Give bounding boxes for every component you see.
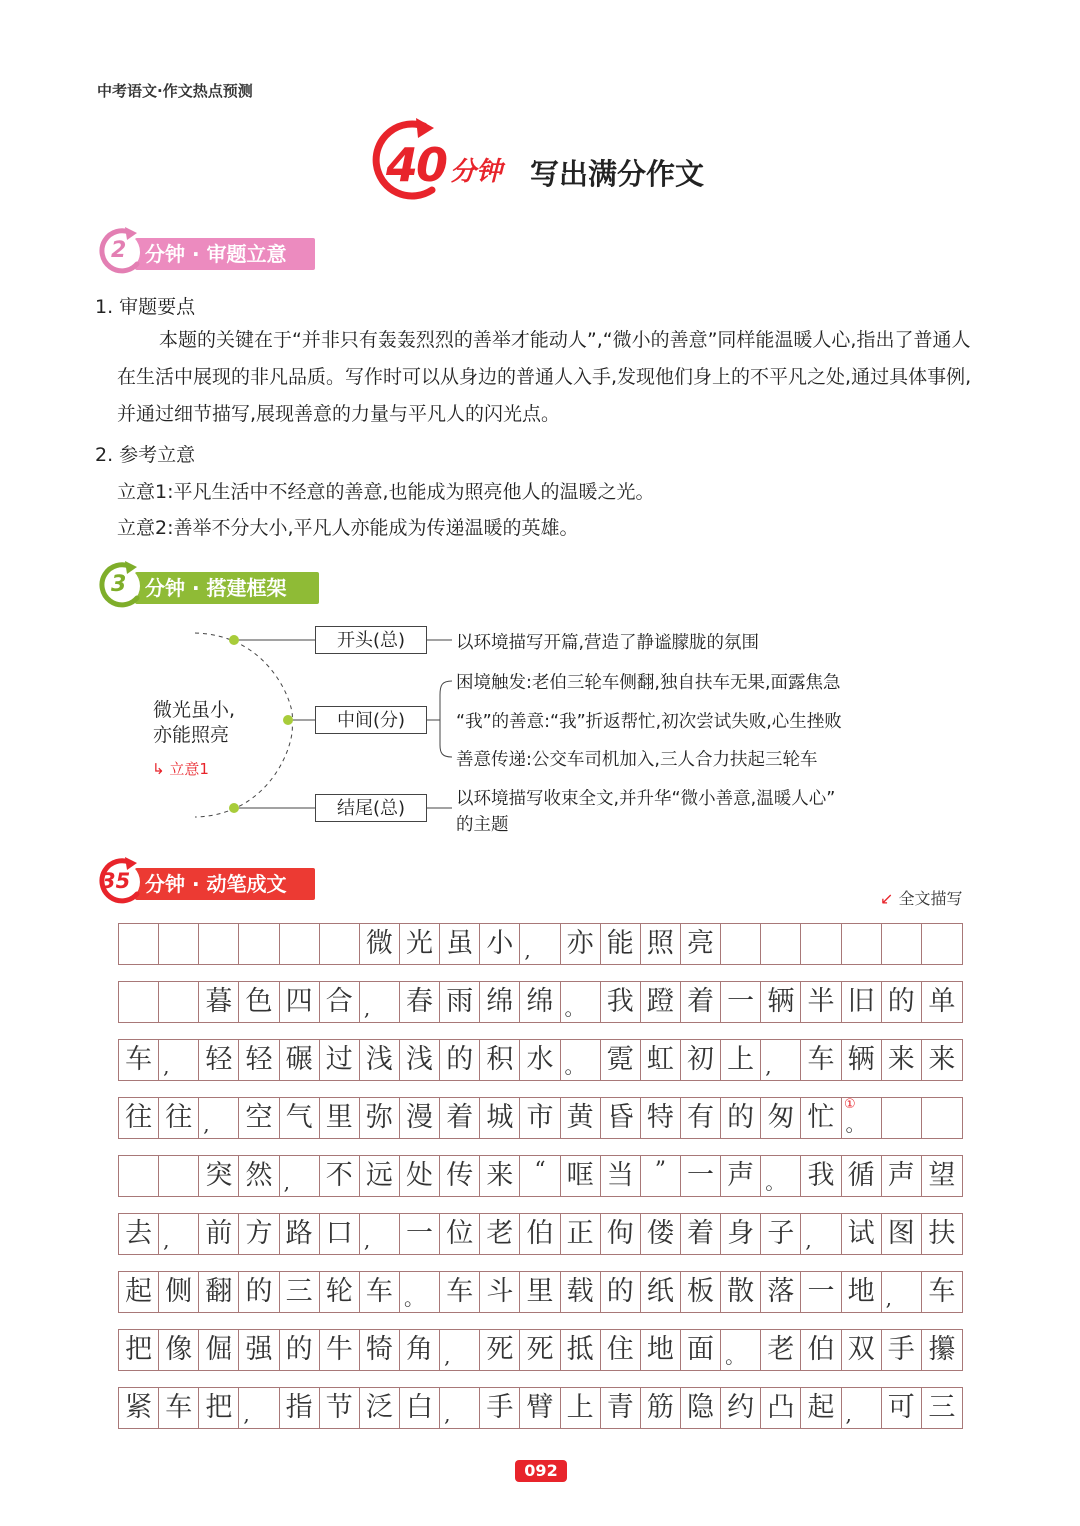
framework-ending-desc: 的主题 — [456, 815, 509, 835]
essay-grid-cell: 板 — [681, 1272, 721, 1312]
essay-grid-cell — [882, 1098, 922, 1138]
essay-grid-cell: 。 — [721, 1330, 761, 1370]
essay-grid-cell: 手 — [882, 1330, 922, 1370]
essay-grid-cell: , — [882, 1272, 922, 1312]
framework-theme-tag — [152, 758, 209, 779]
essay-grid-cell: 单 — [928, 986, 956, 1017]
essay-grid-cell: 青 — [601, 1388, 641, 1428]
essay-grid-cell: 面 — [681, 1330, 721, 1370]
essay-grid-cell — [159, 1156, 199, 1196]
section-badge-writing — [95, 856, 325, 902]
essay-grid-cell — [922, 1098, 962, 1138]
essay-grid-cell: 前 — [199, 1214, 239, 1254]
framework-center-line1: 微光虽小, — [153, 699, 236, 721]
essay-grid-cell: 浅 — [360, 1040, 400, 1080]
essay-grid-cell: 强 — [239, 1330, 279, 1370]
essay-grid-cell: 翻 — [199, 1272, 239, 1312]
essay-grid-cell: 望 — [928, 1160, 956, 1191]
essay-grid-cell: 散 — [721, 1272, 761, 1312]
essay-grid-cell: 绵 — [480, 982, 520, 1022]
framework-middle-item: “我”的善意:“我”折返帮忙,初次尝试失败,心生挫败 — [456, 712, 842, 732]
section-number: 35 — [101, 869, 131, 893]
essay-grid-cell: 市 — [520, 1098, 560, 1138]
essay-grid-cell: 佝 — [601, 1214, 641, 1254]
page-number: 092 — [515, 1460, 567, 1482]
framework-opening-desc: 以环境描写开篇,营造了静谧朦胧的氛围 — [456, 633, 760, 653]
essay-grid-cell: 死 — [480, 1330, 520, 1370]
essay-grid-row — [118, 923, 963, 965]
essay-grid-cell: 匆 — [761, 1098, 801, 1138]
essay-grid-cell: 传 — [440, 1156, 480, 1196]
essay-grid-cell — [320, 924, 360, 964]
essay-grid-cell: 辆 — [761, 982, 801, 1022]
essay-grid-cell: , — [440, 1388, 480, 1428]
essay-grid-cell: 气 — [280, 1098, 320, 1138]
essay-grid-row — [118, 1155, 963, 1197]
essay-grid-cell: 一 — [721, 982, 761, 1022]
essay-grid-cell: 循 — [842, 1156, 882, 1196]
essay-grid-cell: 漫 — [400, 1098, 440, 1138]
essay-grid-cell: 侧 — [159, 1272, 199, 1312]
essay-grid-cell: 伯 — [520, 1214, 560, 1254]
essay-grid-cell: 。 — [842, 1098, 882, 1138]
framework-center-line2: 亦能照亮 — [153, 724, 230, 746]
essay-grid-cell: 光 — [400, 924, 440, 964]
essay-grid-cell: 声 — [721, 1156, 761, 1196]
essay-grid-cell: 半 — [801, 982, 841, 1022]
essay-grid-cell: 的 — [280, 1330, 320, 1370]
essay-grid-cell: 亮 — [681, 924, 721, 964]
theme-2: 立意2:善举不分大小,平凡人亦能成为传递温暖的英雄。 — [117, 517, 579, 539]
essay-grid-row — [118, 1213, 963, 1255]
title-number: 40 — [386, 138, 447, 192]
essay-grid-cell: , — [159, 1214, 199, 1254]
essay-grid-cell — [239, 924, 279, 964]
section-number: 3 — [111, 572, 127, 597]
essay-grid-cell: 能 — [601, 924, 641, 964]
essay-grid-cell: 角 — [400, 1330, 440, 1370]
framework-middle-item: 善意传递:公交车司机加入,三人合力扶起三轮车 — [456, 750, 818, 770]
essay-grid-cell: 老 — [480, 1214, 520, 1254]
essay-grid-cell: “ — [520, 1156, 560, 1196]
framework-ending-box: 结尾(总) — [315, 794, 427, 822]
essay-grid-cell: 弥 — [360, 1098, 400, 1138]
essay-grid-cell — [842, 924, 882, 964]
essay-grid-cell: 上 — [721, 1040, 761, 1080]
essay-grid-cell — [922, 924, 962, 964]
essay-grid-cell: 图 — [882, 1214, 922, 1254]
essay-grid-cell: 三 — [928, 1392, 956, 1423]
section-label: 分钟 · 搭建框架 — [135, 572, 319, 604]
essay-grid-cell: 车 — [928, 1276, 956, 1307]
essay-grid-cell: 合 — [320, 982, 360, 1022]
essay-grid-cell: 轮 — [320, 1272, 360, 1312]
essay-grid-cell: 雨 — [440, 982, 480, 1022]
essay-grid-cell: 死 — [520, 1330, 560, 1370]
essay-grid-cell: 臂 — [520, 1388, 560, 1428]
essay-grid-row — [118, 1039, 963, 1081]
title-text: 写出满分作文 — [530, 157, 705, 191]
framework-theme-tag-text: 立意1 — [169, 760, 209, 778]
essay-grid-row — [118, 1329, 963, 1371]
essay-grid-cell: 的 — [601, 1272, 641, 1312]
essay-grid-cell: 过 — [320, 1040, 360, 1080]
section-badge-analysis — [95, 226, 325, 272]
essay-grid-cell: 虹 — [641, 1040, 681, 1080]
essay-grid-cell: 旧 — [842, 982, 882, 1022]
essay-grid-cell: 车 — [119, 1040, 159, 1080]
essay-grid-cell — [761, 924, 801, 964]
book-header-label: 中考语文·作文热点预测 — [97, 82, 253, 100]
essay-grid-cell: 紧 — [119, 1388, 159, 1428]
essay-grid-cell: 积 — [480, 1040, 520, 1080]
essay-grid-cell: 处 — [400, 1156, 440, 1196]
essay-grid-cell: 双 — [842, 1330, 882, 1370]
essay-grid-cell: 。 — [561, 982, 601, 1022]
essay-grid-cell: 指 — [280, 1388, 320, 1428]
essay-grid-cell: 水 — [520, 1040, 560, 1080]
essay-grid-cell — [119, 982, 159, 1022]
essay-grid-cell: 。 — [761, 1156, 801, 1196]
essay-grid-row — [118, 1271, 963, 1313]
essay-grid-cell: 。 — [561, 1040, 601, 1080]
essay-grid-cell — [159, 924, 199, 964]
essay-grid-cell: 四 — [280, 982, 320, 1022]
essay-grid-cell: 口 — [320, 1214, 360, 1254]
essay-grid-cell: 上 — [561, 1388, 601, 1428]
essay-grid-cell: 轻 — [199, 1040, 239, 1080]
essay-grid-cell: , — [199, 1098, 239, 1138]
essay-grid-cell: 照 — [641, 924, 681, 964]
essay-grid-cell: 里 — [520, 1272, 560, 1312]
essay-grid-cell: 凸 — [761, 1388, 801, 1428]
essay-grid-cell — [801, 924, 841, 964]
essay-grid-cell: 虽 — [440, 924, 480, 964]
essay-grid-cell: 忙 — [801, 1098, 841, 1138]
essay-grid-cell: 亦 — [561, 924, 601, 964]
essay-grid-cell: 起 — [801, 1388, 841, 1428]
essay-grid-cell: 身 — [721, 1214, 761, 1254]
essay-grid-cell: 手 — [480, 1388, 520, 1428]
essay-grid-cell: ” — [641, 1156, 681, 1196]
essay-grid-cell: 位 — [440, 1214, 480, 1254]
essay-grid-cell: 筋 — [641, 1388, 681, 1428]
essay-grid-cell: 一 — [801, 1272, 841, 1312]
essay-grid-cell: , — [159, 1040, 199, 1080]
essay-grid-cell: 把 — [199, 1388, 239, 1428]
essay-grid-cell: 起 — [119, 1272, 159, 1312]
essay-grid-cell: 斗 — [480, 1272, 520, 1312]
section-label: 分钟 · 动笔成文 — [135, 868, 315, 900]
essay-grid-cell: 着 — [681, 1214, 721, 1254]
essay-grid-cell: 空 — [239, 1098, 279, 1138]
essay-grid-cell: 昏 — [601, 1098, 641, 1138]
essay-grid-cell: 的 — [882, 982, 922, 1022]
framework-middle-item: 困境触发:老伯三轮车侧翻,独自扶车无果,面露焦急 — [456, 673, 841, 693]
essay-grid-cell: 往 — [119, 1098, 159, 1138]
essay-grid-cell — [721, 924, 761, 964]
essay-grid-cell: 然 — [239, 1156, 279, 1196]
essay-grid-cell: 。 — [400, 1272, 440, 1312]
essay-grid-cell — [280, 924, 320, 964]
essay-grid-cell: 载 — [561, 1272, 601, 1312]
essay-grid-cell: 落 — [761, 1272, 801, 1312]
essay-grid-cell: 我 — [601, 982, 641, 1022]
essay-grid-cell: 抵 — [561, 1330, 601, 1370]
essay-grid-cell: 突 — [199, 1156, 239, 1196]
essay-grid-cell: 霓 — [601, 1040, 641, 1080]
essay-grid-cell: 车 — [440, 1272, 480, 1312]
essay-grid-cell: 来 — [882, 1040, 922, 1080]
essay-grid-cell: 可 — [882, 1388, 922, 1428]
section-badge-framework — [95, 560, 325, 606]
essay-grid-cell: , — [280, 1156, 320, 1196]
essay-grid-cell: 着 — [440, 1098, 480, 1138]
essay-grid-cell: 城 — [480, 1098, 520, 1138]
heading-reference-themes: 2. 参考立意 — [95, 444, 196, 466]
essay-grid-cell: 三 — [280, 1272, 320, 1312]
essay-grid-cell — [199, 924, 239, 964]
annotation-note-text: 全文描写 — [898, 889, 963, 908]
essay-grid-cell: 伯 — [801, 1330, 841, 1370]
essay-grid-cell: 把 — [119, 1330, 159, 1370]
section-number: 2 — [111, 238, 127, 263]
essay-grid-cell: 特 — [641, 1098, 681, 1138]
curved-arrow-icon: ↳ — [152, 760, 165, 778]
essay-grid-cell: 声 — [882, 1156, 922, 1196]
essay-grid-cell: 白 — [400, 1388, 440, 1428]
essay-grid-cell: 地 — [641, 1330, 681, 1370]
essay-grid-cell: 车 — [801, 1040, 841, 1080]
essay-grid-cell: , — [761, 1040, 801, 1080]
essay-grid-cell: 我 — [801, 1156, 841, 1196]
essay-grid-cell: 的 — [721, 1098, 761, 1138]
essay-grid-cell: , — [239, 1388, 279, 1428]
essay-grid-cell: 小 — [480, 924, 520, 964]
footnote-marker: ① — [844, 1097, 856, 1112]
essay-grid-cell: 当 — [601, 1156, 641, 1196]
essay-grid-cell: 牛 — [320, 1330, 360, 1370]
essay-grid-cell: 微 — [360, 924, 400, 964]
essay-grid-cell: 路 — [280, 1214, 320, 1254]
essay-grid-cell: 老 — [761, 1330, 801, 1370]
essay-grid-cell: 春 — [400, 982, 440, 1022]
essay-grid-cell: 黄 — [561, 1098, 601, 1138]
essay-grid-row — [118, 1387, 963, 1429]
essay-grid-cell — [882, 924, 922, 964]
essay-grid-cell: 色 — [239, 982, 279, 1022]
essay-grid-cell: 住 — [601, 1330, 641, 1370]
essay-grid-cell: 子 — [761, 1214, 801, 1254]
essay-grid-cell: 地 — [842, 1272, 882, 1312]
essay-grid-cell: 正 — [561, 1214, 601, 1254]
framework-middle-box: 中间(分) — [315, 706, 427, 734]
essay-grid-cell: 偻 — [641, 1214, 681, 1254]
essay-grid-cell: 轻 — [239, 1040, 279, 1080]
essay-grid-row — [118, 981, 963, 1023]
essay-grid-cell: 着 — [681, 982, 721, 1022]
essay-grid-cell: 来 — [928, 1044, 956, 1075]
section-label: 分钟 · 审题立意 — [135, 238, 315, 270]
essay-grid-cell: 车 — [159, 1388, 199, 1428]
essay-grid-cell: 一 — [681, 1156, 721, 1196]
paragraph-key-points: 本题的关键在于“并非只有轰轰烈烈的善举才能动人”,“微小的善意”同样能温暖人心,指出了普通人在生活中展现的非凡品质。写作时可以从身边的普通人入手,发现他们身上的不平凡之处,通过具体事例,并通过细节描写,展现善意的力量与平凡人的闪光点。 — [117, 329, 972, 425]
essay-grid-cell: 一 — [400, 1214, 440, 1254]
essay-grid-cell: 隐 — [681, 1388, 721, 1428]
essay-grid-cell — [119, 1156, 159, 1196]
framework-ending-desc: 以环境描写收束全文,并升华“微小善意,温暖人心” — [456, 789, 836, 809]
essay-grid-cell: 暮 — [199, 982, 239, 1022]
essay-grid-cell: 倔 — [199, 1330, 239, 1370]
essay-grid-cell: , — [360, 1214, 400, 1254]
essay-grid-cell: 辆 — [842, 1040, 882, 1080]
essay-grid-row — [118, 1097, 963, 1139]
essay-grid-cell: 车 — [360, 1272, 400, 1312]
heading-key-points: 1. 审题要点 — [95, 296, 196, 318]
essay-grid-cell — [159, 982, 199, 1022]
essay-grid-cell: 碾 — [280, 1040, 320, 1080]
essay-grid-cell: 有 — [681, 1098, 721, 1138]
curved-arrow-icon: ↙ — [880, 889, 894, 908]
essay-grid-cell: 浅 — [400, 1040, 440, 1080]
essay-grid-cell: 来 — [480, 1156, 520, 1196]
essay-grid-cell: 方 — [239, 1214, 279, 1254]
essay-grid-cell: 扶 — [928, 1218, 956, 1249]
essay-grid-cell: 泛 — [360, 1388, 400, 1428]
essay-grid-cell: 绵 — [520, 982, 560, 1022]
essay-grid-cell: 哐 — [561, 1156, 601, 1196]
essay-grid-cell: 蹬 — [641, 982, 681, 1022]
essay-grid-cell: 初 — [681, 1040, 721, 1080]
essay-grid-cell: 像 — [159, 1330, 199, 1370]
essay-grid-cell: 的 — [440, 1040, 480, 1080]
essay-grid-cell — [119, 924, 159, 964]
essay-grid-cell: 的 — [239, 1272, 279, 1312]
framework-opening-box: 开头(总) — [315, 626, 427, 654]
annotation-note — [880, 886, 963, 909]
essay-grid-cell: 试 — [842, 1214, 882, 1254]
theme-1: 立意1:平凡生活中不经意的善意,也能成为照亮他人的温暖之光。 — [117, 481, 655, 503]
essay-grid-cell: 节 — [320, 1388, 360, 1428]
essay-grid-cell: , — [520, 924, 560, 964]
essay-grid-cell: 去 — [119, 1214, 159, 1254]
essay-grid-cell: 往 — [159, 1098, 199, 1138]
main-title — [362, 118, 742, 203]
essay-grid-cell: 里 — [320, 1098, 360, 1138]
essay-grid-cell: 纸 — [641, 1272, 681, 1312]
essay-grid-cell: 远 — [360, 1156, 400, 1196]
essay-grid-cell: 攥 — [928, 1334, 956, 1365]
title-unit: 分钟 — [450, 157, 503, 187]
essay-grid-cell: 犄 — [360, 1330, 400, 1370]
essay-grid-cell: , — [360, 982, 400, 1022]
essay-grid-cell: 约 — [721, 1388, 761, 1428]
essay-grid-cell: , — [440, 1330, 480, 1370]
essay-grid-cell: , — [842, 1388, 882, 1428]
essay-grid-cell: 不 — [320, 1156, 360, 1196]
essay-grid-cell: , — [801, 1214, 841, 1254]
